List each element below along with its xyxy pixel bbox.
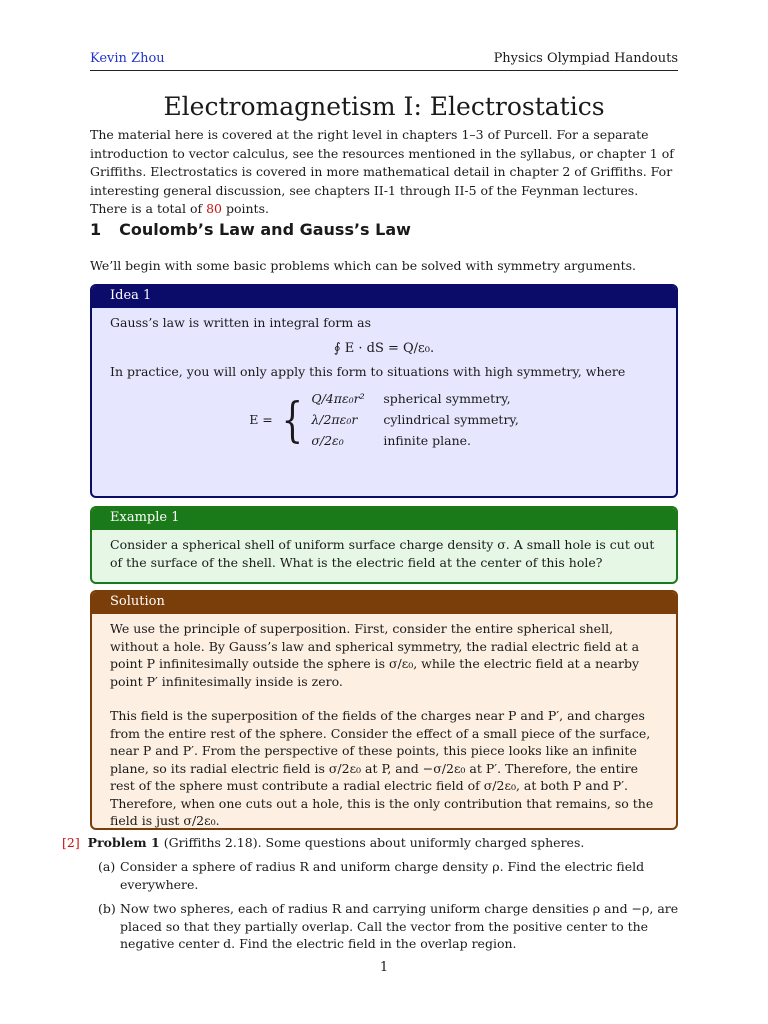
problem-points: [2] [62, 835, 80, 850]
problem-source: (Griffiths 2.18). [163, 835, 262, 850]
problem-parts [98, 858, 682, 960]
idea-line2: In practice, you will only apply this form to situations with high symmetry, where [110, 364, 626, 379]
section-title: Coulomb’s Law and Gauss’s Law [119, 220, 411, 239]
page-title: Electromagnetism I: Electrostatics [163, 92, 605, 121]
total-points: 80 [206, 201, 222, 216]
solution-paragraph-2: This field is the superposition of the fields of the charges near P and P′, and charges from the entire rest of the sphere. Consider the effect of a small piece of the surface, near P and P′. From the perspective of these points, this piece looks like an infinite plane, so its radial electric field is σ/2ε₀ at P, and −σ/2ε₀ at P′. Therefore, the entire rest of the sphere must contribute a radial electric field of σ/2ε₀, at both P and P′. Therefore, when one cuts out a hole, this is the only contribution that remains, so the field is just σ/2ε₀. [110, 708, 654, 828]
case-row: λ/2πε₀r cylindrical symmetry, [311, 412, 519, 428]
example-text: Consider a spherical shell of uniform surface charge density σ. A small hole is cut out of the surface of the shell. What is the electric field at the center of this hole? [110, 537, 655, 570]
intro-paragraph [90, 126, 678, 219]
cases-lhs: E = [249, 412, 273, 428]
problem-heading [62, 834, 682, 852]
problem-text: Some questions about uniformly charged spheres. [265, 835, 585, 850]
page-header [90, 44, 678, 71]
problem-label: Problem 1 [87, 835, 160, 850]
case-row: σ/2ε₀ infinite plane. [311, 433, 472, 449]
idea-label: Idea 1 [92, 286, 676, 308]
gauss-equation: ∮ E · dS = Q/ε₀. [333, 340, 435, 356]
cases-equation [110, 389, 658, 452]
author-name: Kevin Zhou [90, 51, 165, 66]
list-item: (b) Now two spheres, each of radius R and carrying uniform charge densities ρ and −ρ, are placed so that they partially overlap. Call the vector from the positive center to the negative center d. Find the electric field in the overlap region. [98, 901, 679, 951]
brace-icon: { [281, 392, 303, 448]
example-label: Example 1 [92, 508, 676, 530]
idea-line1: Gauss’s law is written in integral form as [110, 315, 372, 330]
section-heading [90, 220, 411, 239]
example-box [90, 506, 678, 584]
case-row: Q/4πε₀r² spherical symmetry, [311, 391, 511, 407]
list-item: (a) Consider a sphere of radius R and uniform charge density ρ. Find the electric field everywhere. [98, 859, 645, 892]
section-number: 1 [90, 220, 102, 239]
intro-text-end: points. [225, 201, 269, 216]
series-name: Physics Olympiad Handouts [493, 51, 678, 66]
solution-label: Solution [92, 592, 676, 614]
page-number: 1 [379, 960, 389, 975]
idea-box [90, 284, 678, 498]
solution-paragraph-1: We use the principle of superposition. First, consider the entire spherical shell, without a hole. By Gauss’s law and spherical symmetry, the radial electric field at a point P infinitesimally outside the sphere is σ/ε₀, while the electric field at a nearby point P′ infinitesimally inside is zero. [110, 621, 640, 689]
section-intro: We’ll begin with some basic problems which can be solved with symmetry arguments. [90, 258, 637, 273]
solution-box [90, 590, 678, 830]
intro-text: The material here is covered at the right level in chapters 1–3 of Purcell. For a separate introduction to vector calculus, see the resources mentioned in the syllabus, or chapter 1 of Griffiths. Electrostatics is covered in more mathematical detail in chapter 2 of Griffiths. For interesting general discussion, see chapters II-1 through II-5 of the Feynman lectures. There is a total of [90, 127, 674, 216]
